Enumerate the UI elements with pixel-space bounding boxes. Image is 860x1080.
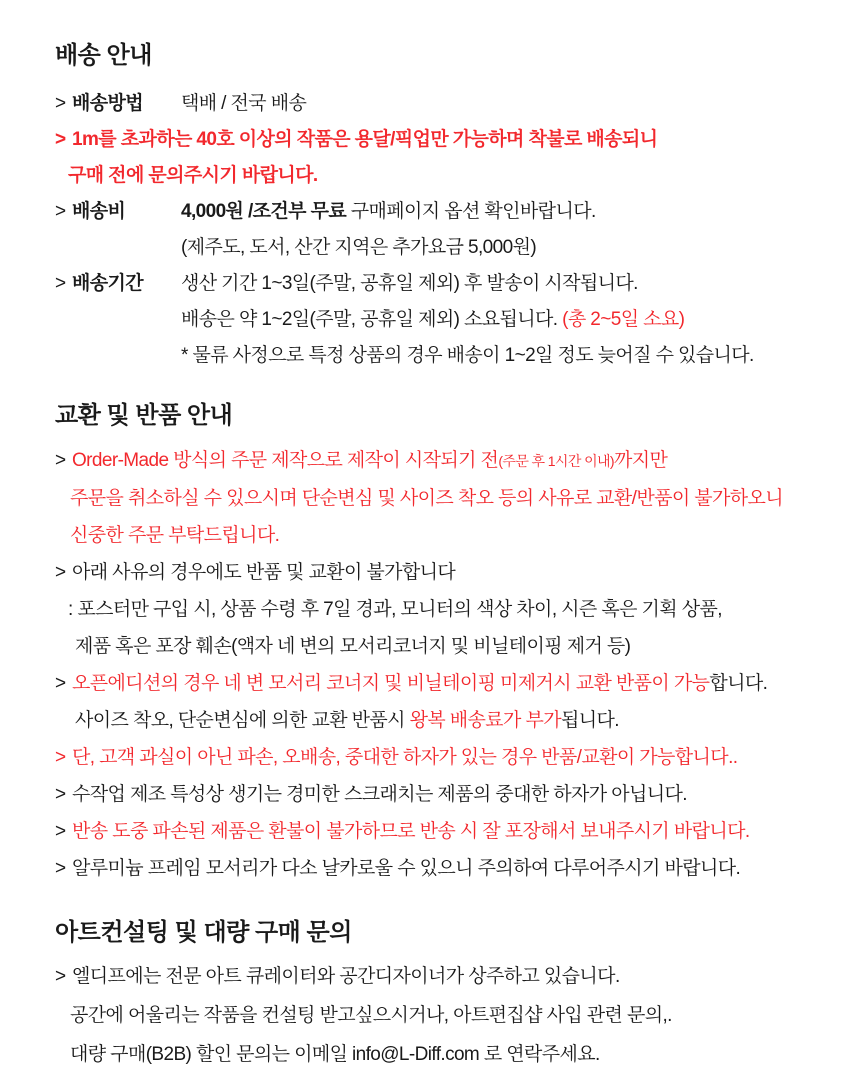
order-made-row1: [55, 442, 840, 480]
consulting-text3-before: 대량 구매(B2B) 할인 문의는 이메일: [70, 1044, 353, 1065]
shipping-fee-label: 배송비: [72, 201, 126, 222]
bullet-chevron: >: [55, 858, 66, 879]
exchange-fee-red-text: 왕복 배송료가 부가: [409, 710, 561, 731]
bullet-chevron: >: [55, 784, 66, 805]
no-return-text3: 제품 혹은 포장 훼손(액자 네 변의 모서리코너지 및 비닐테이핑 제거 등): [75, 636, 631, 657]
section-returns: [55, 400, 840, 887]
bullet-chevron: >: [55, 747, 66, 768]
section-shipping: [55, 40, 840, 374]
no-return-row2: [55, 591, 840, 628]
shipping-period-delay-note: * 물류 사정으로 특정 상품의 경우 배송이 1~2일 정도 늦어질 수 있습니다.: [181, 345, 754, 366]
consulting-row3: [55, 1035, 840, 1074]
shipping-period-duration-row: [55, 302, 840, 338]
order-made-text4: 신중한 주문 부탁드립니다.: [70, 525, 280, 546]
order-made-text1: Order-Made 방식의 주문 제작으로 제작이 시작되기 전: [72, 450, 499, 471]
open-edition-red-text: 오픈에디션의 경우 네 변 모서리 코너지 및 비닐테이핑 미제거시 교환 반품이 가능: [72, 673, 710, 694]
shipping-period-total: (총 2~5일 소요): [562, 309, 685, 330]
consulting-row1: [55, 957, 840, 996]
no-return-text1: 아래 사유의 경우에도 반품 및 교환이 불가합니다: [72, 562, 456, 583]
shipping-method-value: 택배 / 전국 배송: [181, 93, 307, 114]
scratch-text: 수작업 제조 특성상 생기는 경미한 스크래치는 제품의 중대한 하자가 아닙니다.: [72, 784, 687, 805]
shipping-period-row: [55, 266, 840, 302]
open-edition-black-text: 합니다.: [709, 673, 768, 694]
defect-return-text: 단, 고객 과실이 아닌 파손, 오배송, 중대한 하자가 있는 경우 반품/교환이 가능합니다..: [72, 747, 738, 768]
returns-section-title: 교환 및 반품 안내: [55, 402, 233, 429]
shipping-method-row: [55, 86, 840, 122]
frame-caution-row: [55, 850, 840, 887]
consulting-section-title: 아트컨설팅 및 대량 구매 문의: [55, 919, 352, 946]
contact-email: info@L-Diff.com: [352, 1044, 480, 1065]
oversize-notice-text1: 1m를 초과하는 40호 이상의 작품은 용달/픽업만 가능하며 착불로 배송되니: [72, 129, 658, 150]
shipping-period-production: 생산 기간 1~3일(주말, 공휴일 제외) 후 발송이 시작됩니다.: [181, 273, 638, 294]
oversize-notice-line2: [55, 158, 840, 194]
shipping-section-title: 배송 안내: [55, 42, 152, 69]
bullet-chevron: >: [55, 673, 66, 694]
order-made-small-note: (주문 후 1시간 이내): [498, 453, 614, 469]
exchange-fee-text1: 사이즈 착오, 단순변심에 의한 교환 반품시: [75, 710, 410, 731]
no-return-row1: [55, 554, 840, 591]
frame-caution-text: 알루미늄 프레임 모서리가 다소 날카로울 수 있으니 주의하여 다루어주시기 바랍니다.: [72, 858, 741, 879]
shipping-period-label: 배송기간: [72, 273, 144, 294]
consulting-text3-after: 로 연락주세요.: [479, 1044, 600, 1065]
exchange-fee-text2: 됩니다.: [560, 710, 619, 731]
shipping-fee-row: [55, 194, 840, 230]
shipping-period-duration: 배송은 약 1~2일(주말, 공휴일 제외) 소요됩니다.: [181, 309, 563, 330]
bullet-chevron: >: [55, 562, 66, 583]
bullet-chevron: >: [55, 93, 66, 114]
bullet-chevron: >: [55, 201, 66, 222]
no-return-text2: : 포스터만 구입 시, 상품 수령 후 7일 경과, 모니터의 색상 차이, 시즌 혹은 기획 상품,: [68, 599, 722, 620]
shipping-period-delay-row: [55, 338, 840, 374]
oversize-notice-line1: [55, 122, 840, 158]
bullet-chevron: >: [55, 821, 66, 842]
scratch-row: [55, 776, 840, 813]
return-damage-text: 반송 도중 파손된 제품은 환불이 불가하므로 반송 시 잘 포장해서 보내주시기 바랍니다.: [72, 821, 750, 842]
bullet-chevron: >: [55, 966, 66, 987]
order-made-text2: 까지만: [613, 450, 668, 471]
bullet-chevron: >: [55, 273, 66, 294]
consulting-text2: 공간에 어울리는 작품을 컨설팅 받고싶으시거나, 아트편집샵 사입 관련 문의,.: [70, 1005, 672, 1026]
open-edition-row2: [55, 702, 840, 739]
section-consulting: [55, 917, 840, 1074]
shipping-fee-detail: 구매페이지 옵션 확인바랍니다.: [346, 201, 596, 222]
oversize-notice-text2: 구매 전에 문의주시기 바랍니다.: [68, 165, 318, 186]
bullet-chevron: >: [55, 129, 66, 150]
shipping-fee-note-row: [55, 230, 840, 266]
bullet-chevron: >: [55, 450, 66, 471]
shipping-fee-note: (제주도, 도서, 산간 지역은 추가요금 5,000원): [181, 237, 537, 258]
shipping-fee-amount: 4,000원 /조건부 무료: [181, 201, 347, 222]
shipping-method-label: 배송방법: [72, 93, 144, 114]
defect-return-row: [55, 739, 840, 776]
open-edition-row1: [55, 665, 840, 702]
order-made-text3: 주문을 취소하실 수 있으시며 단순변심 및 사이즈 착오 등의 사유로 교환/반품이 불가하오니: [70, 488, 784, 509]
order-made-row2: [55, 480, 840, 517]
consulting-row2: [55, 996, 840, 1035]
no-return-row3: [55, 628, 840, 665]
consulting-text1: 엘디프에는 전문 아트 큐레이터와 공간디자이너가 상주하고 있습니다.: [72, 966, 620, 987]
return-damage-row: [55, 813, 840, 850]
order-made-row3: [55, 517, 840, 554]
